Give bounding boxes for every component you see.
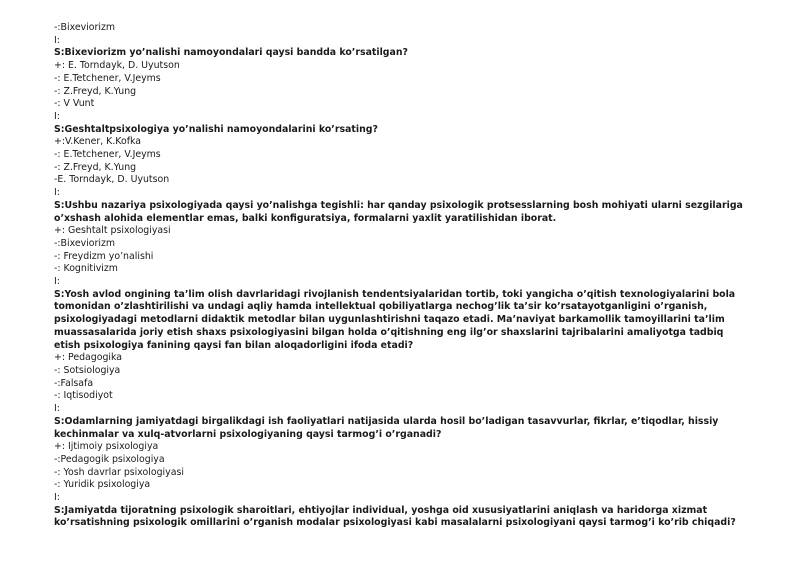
answer-option: -:Falsafa <box>54 377 94 389</box>
answer-option: -: Yosh davrlar psixologiyasi <box>54 466 184 478</box>
question-separator: I: <box>54 276 60 288</box>
question-text: S:Jamiyatda tijoratning psixologik sharoitlari, ehtiyojlar individual, yoshga oid xususiyatlarini aniqlash va haridorga xizmat ko’rsatishning psixologik omillarini o’rganish modalar psixologiyasi kabi masalalarni psixologiyani qaysi tarmog’i ko’rib chiqadi? <box>54 504 736 529</box>
answer-option: -: V Vunt <box>54 98 95 110</box>
question-separator: I: <box>54 492 60 504</box>
question-separator: I: <box>54 34 60 46</box>
answer-option: -E. Torndayk, D. Uyutson <box>54 174 170 186</box>
answer-option: +:V.Kener, K.Kofka <box>54 136 142 148</box>
answer-option: -: E.Tetchener, V.Jeyms <box>54 149 161 161</box>
question-text: S:Geshtaltpsixologiya yo’nalishi namoyondalarini ko’rsating? <box>54 123 378 135</box>
answer-option: -:Bixeviorizm <box>54 237 116 249</box>
answer-option: -: Sotsiologiya <box>54 364 121 376</box>
question-separator: I: <box>54 187 60 199</box>
answer-option: +: Geshtalt psixologiyasi <box>54 225 171 237</box>
question-separator: I: <box>54 110 60 122</box>
answer-option: -: Z.Freyd, K.Yung <box>54 85 137 97</box>
answer-option: +: E. Torndayk, D. Uyutson <box>54 60 180 72</box>
question-text: S:Bixeviorizm yo’nalishi namoyondalari qaysi bandda ko’rsatilgan? <box>54 47 408 59</box>
answer-option: -: Kognitivizm <box>54 263 118 275</box>
answer-option: -: Z.Freyd, K.Yung <box>54 161 137 173</box>
question-text: S:Odamlarning jamiyatdagi birgalikdagi ish faoliyatlari natijasida ularda hosil bo’ladigan tasavvurlar, fikrlar, e’tiqodlar, hissiy kechinmalar va xulq-atvorlarni psixologiyaning qaysi tarmog’i o’rganadi? <box>54 415 719 440</box>
answer-option: +: Pedagogika <box>54 352 123 364</box>
answer-option: -: Freydizm yo’nalishi <box>54 250 154 262</box>
document-page <box>54 22 754 530</box>
answer-option: -: Yuridik psixologiya <box>54 479 151 491</box>
answer-option: -: Iqtisodiyot <box>54 390 113 402</box>
answer-option: +: Ijtimoiy psixologiya <box>54 441 159 453</box>
answer-option: -: E.Tetchener, V.Jeyms <box>54 72 161 84</box>
question-text: S:Yosh avlod ongining ta’lim olish davrlaridagi rivojlanish tendentsiyalaridan tortib, toki yangicha o’qitish texnologiyalarini bola tomonidan o’zlashtirilishi va undagi aqliy hamda intellektual qobiliyatlarga nechog’lik ta’sir ko’rsatayotganligini o’rganish, psixologiyadagi metodlarni didaktik metodlar bilan uygunlashtirishni taqazo etadi. Ma’naviyat barkamollik tamoyillarini ta’lim muassasalarida joriy etish shaxs psixologiyasini bilgan holda o’qitishning eng ilg’or shaxslarini tajribalarini amaliyotga tadbiq etish psixologiya fanining qaysi fan bilan aloqadorligini ifoda etadi? <box>54 288 736 351</box>
question-separator: I: <box>54 403 60 415</box>
question-text: S:Ushbu nazariya psixologiyada qaysi yo’nalishga tegishli: har qanday psixologik protsesslarning bosh mohiyati ularni sezgilariga o’xshash alohida elementlar emas, balki konfiguratsiya, formalarni yaxlit yaratilishidan iborat. <box>54 199 743 224</box>
answer-option: -:Bixeviorizm <box>54 22 116 33</box>
answer-option: -:Pedagogik psixologiya <box>54 453 165 465</box>
